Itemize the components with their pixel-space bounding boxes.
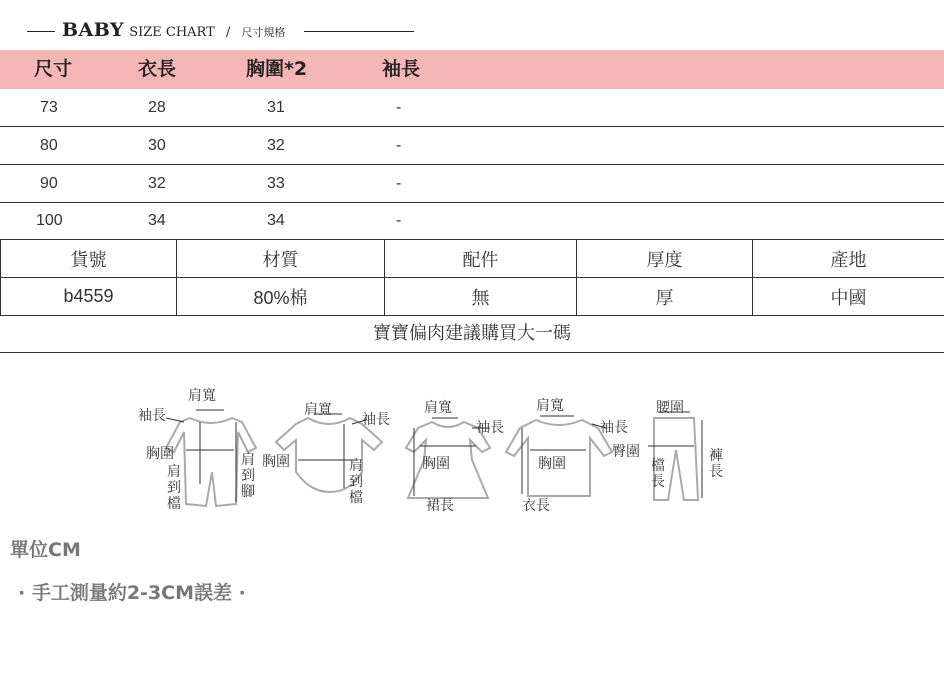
unit-note: 單位CM [10,539,81,561]
size-header-sleeve: 袖長 [382,58,421,80]
info-header-item-no: 貨號 [1,240,177,278]
sleeve-cell: - [396,175,402,192]
info-value-row [1,278,944,316]
label-skirt-length: 裙長 [426,498,454,514]
label-chest: 胸圍 [146,446,174,462]
info-header-material: 材質 [177,240,385,278]
sleeve-cell: - [396,212,402,229]
label-sleeve-length: 袖長 [362,412,390,428]
label-shoulder-width: 肩寬 [424,400,452,416]
size-header-length: 衣長 [138,58,177,80]
info-header-thickness: 厚度 [577,240,753,278]
label-sleeve-length: 袖長 [138,408,166,424]
size-header-chest: 胸圍*2 [246,58,308,80]
title-baby: BABY [62,19,125,41]
measurement-diagrams [130,388,740,528]
info-value-thickness: 厚 [577,278,753,316]
length-cell: 30 [148,137,166,154]
title-separator: / [225,25,231,40]
info-value-accessory: 無 [385,278,577,316]
size-table-header [0,50,944,89]
label-shoulder-to-crotch: 肩 到 檔 [349,458,363,506]
size-cell: 90 [40,175,58,192]
chest-cell: 32 [267,137,285,154]
info-header-row [1,240,944,278]
title-zh: 尺寸規格 [241,26,286,39]
label-sleeve-length: 袖長 [476,420,504,436]
size-cell: 100 [36,212,63,229]
table-row [0,202,944,239]
measurement-error-note: · 手工測量約2-3CM誤差 · [18,582,246,604]
label-shoulder-width: 肩寬 [188,388,216,404]
chest-cell: 33 [267,175,285,192]
info-header-accessory: 配件 [385,240,577,278]
label-sleeve-length: 袖長 [600,420,628,436]
sleeve-cell: - [396,137,402,154]
chest-cell: 31 [267,99,285,116]
title-line-left [27,31,55,32]
length-cell: 34 [148,212,166,229]
size-cell: 80 [40,137,58,154]
length-cell: 32 [148,175,166,192]
info-value-material: 80%棉 [177,278,385,316]
table-row [0,165,944,203]
label-pants-length: 褲 長 [709,448,723,480]
info-header-origin: 產地 [753,240,944,278]
label-crotch-length: 檔 長 [651,458,665,490]
length-cell: 28 [148,99,166,116]
chest-cell: 34 [267,212,285,229]
title-size-chart: SIZE CHART [129,25,215,40]
table-row [0,89,944,127]
page-title [62,18,285,45]
size-header-size: 尺寸 [34,58,73,80]
label-hip: 臀圍 [612,444,640,460]
title-line-right [304,31,414,32]
table-row [0,127,944,165]
info-value-item-no: b4559 [1,278,177,316]
label-chest: 胸圍 [262,454,290,470]
label-shoulder-width: 肩寬 [536,398,564,414]
label-shoulder-width: 肩寬 [304,402,332,418]
label-garment-length: 衣長 [522,498,550,514]
label-chest: 胸圍 [538,456,566,472]
size-cell: 73 [40,99,58,116]
label-shoulder-to-crotch: 肩 到 檔 [167,464,181,512]
label-waist: 腰圍 [656,400,684,416]
sleeve-cell: - [396,99,402,116]
info-value-origin: 中國 [753,278,944,316]
size-note: 寶寶偏肉建議購買大一碼 [0,315,944,353]
product-info-table [0,239,944,316]
label-shoulder-to-foot: 肩 到 腳 [241,452,255,500]
label-chest: 胸圍 [422,456,450,472]
